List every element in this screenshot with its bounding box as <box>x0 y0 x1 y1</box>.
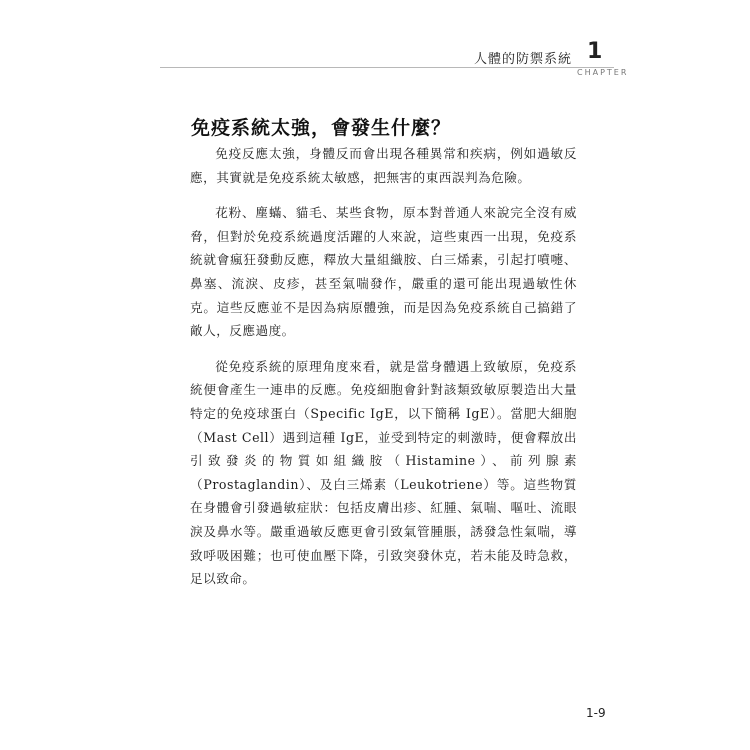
section-heading: 免疫系統太強，會發生什麼？ <box>191 117 452 139</box>
chapter-label: CHAPTER <box>577 68 629 77</box>
body-text <box>190 142 577 603</box>
header-divider <box>160 67 614 68</box>
chapter-number: 1 <box>587 39 603 64</box>
page-number: 1-9 <box>586 706 606 720</box>
paragraph: 從免疫系統的原理角度來看，就是當身體遇上致敏原，免疫系統便會產生一連串的反應。免疫細胞會針對該類致敏原製造出大量特定的免疫球蛋白（Specific IgE，以下簡稱 IgE）。當肥大細胞（Mast Cell）遇到這種 IgE，並受到特定的刺激時，便會釋放出引致發炎的物質如組織胺（Histamine）、前列腺素（Prostaglandin）、及白三烯素（Leukotriene）等。這些物質在身體會引發過敏症狀：包括皮膚出疹、紅腫、氣喘、嘔吐、流眼淚及鼻水等。嚴重過敏反應更會引致氣管腫脹，誘發急性氣喘，導致呼吸困難；也可使血壓下降，引致突發休克，若未能及時急救，足以致命。 <box>190 358 577 587</box>
paragraph: 花粉、塵蟎、貓毛、某些食物，原本對普通人來說完全沒有威脅，但對於免疫系統過度活躍的人來說，這些東西一出現，免疫系統就會瘋狂發動反應，釋放大量組織胺、白三烯素，引起打噴嚏、鼻塞、流淚、皮疹，甚至氣喘發作，嚴重的還可能出現過敏性休克。這些反應並不是因為病原體強，而是因為免疫系統自己搞錯了敵人，反應過度。 <box>190 205 577 339</box>
running-header-title: 人體的防禦系統 <box>473 52 572 67</box>
paragraph: 免疫反應太強，身體反而會出現各種異常和疾病，例如過敏反應，其實就是免疫系統太敏感，把無害的東西誤判為危險。 <box>190 146 577 185</box>
